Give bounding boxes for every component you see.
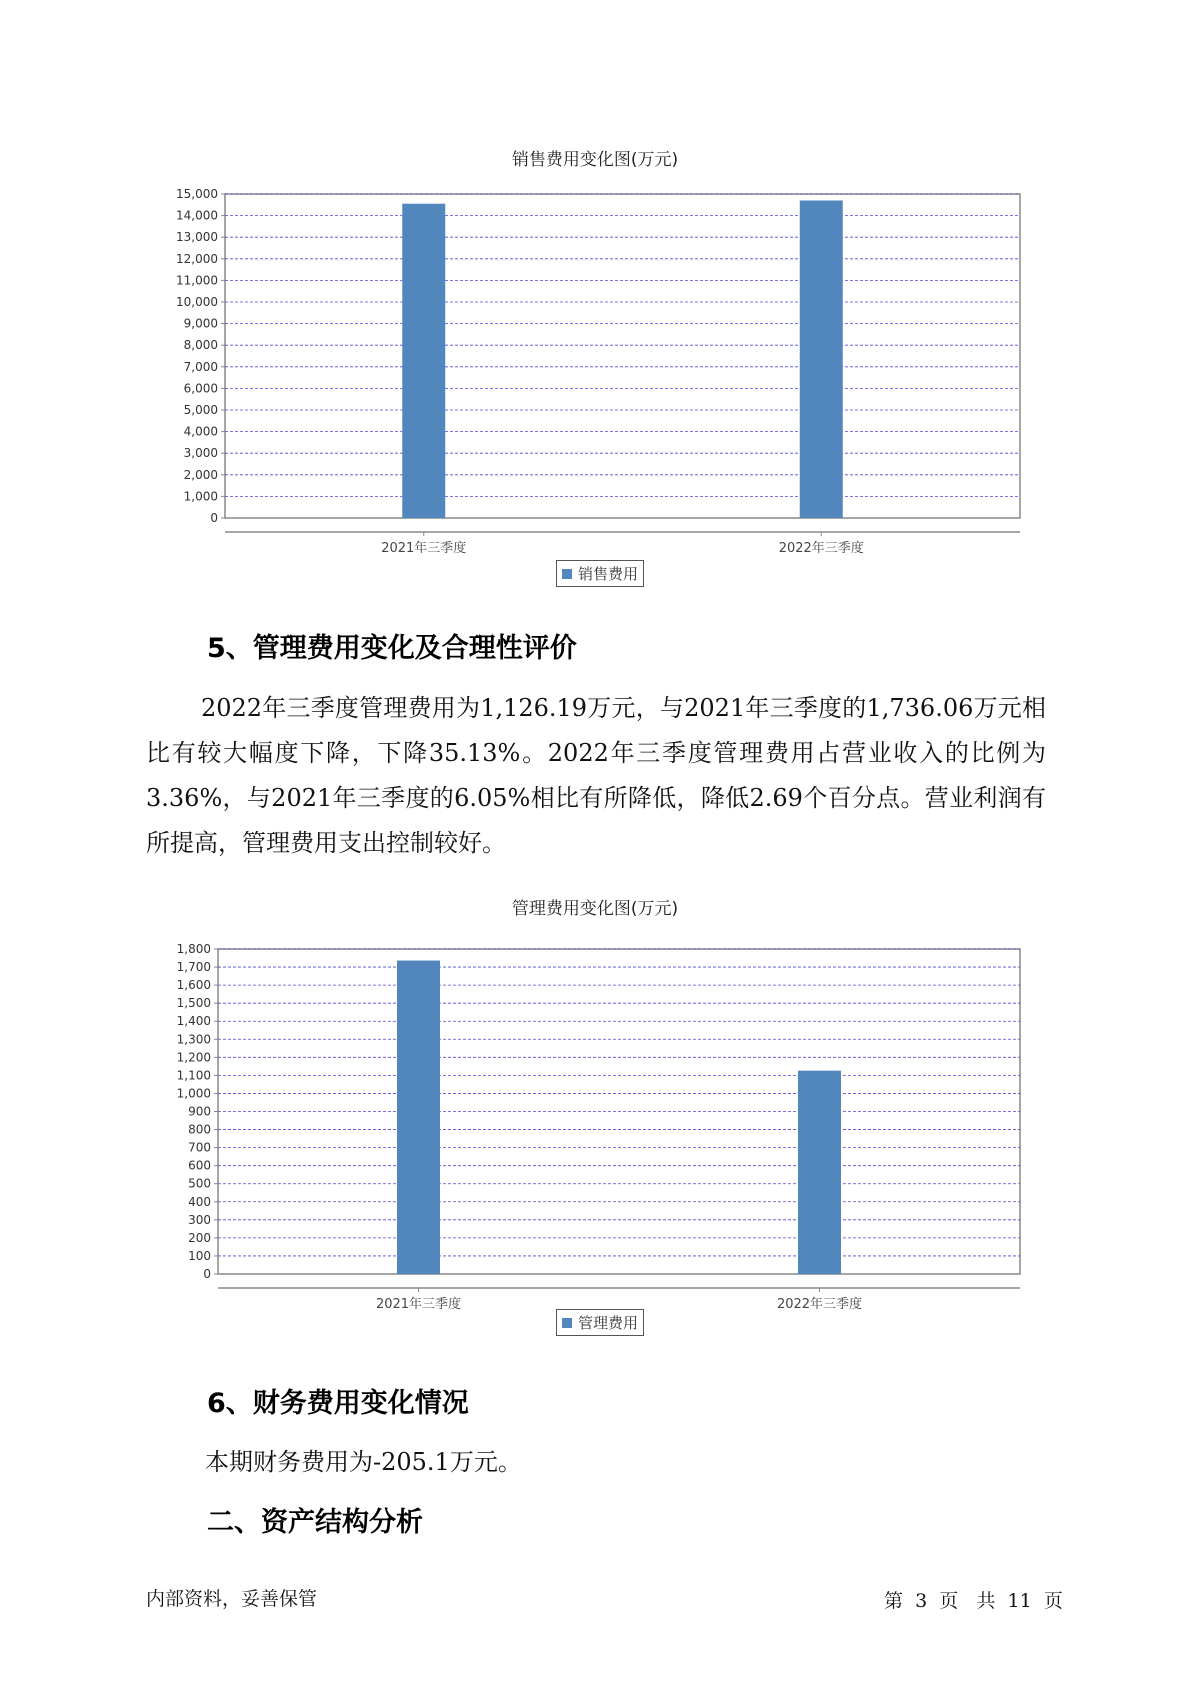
y-tick-label: 6,000 xyxy=(183,381,218,396)
y-tick-label: 400 xyxy=(188,1194,211,1209)
page-current: 3 xyxy=(915,1590,928,1612)
y-tick-label: 900 xyxy=(188,1104,211,1119)
y-tick-label: 1,700 xyxy=(176,960,211,975)
page-total: 11 xyxy=(1007,1590,1032,1612)
chart-legend xyxy=(556,1309,644,1336)
y-tick-label: 100 xyxy=(188,1248,211,1263)
sales-expense-plot xyxy=(165,140,1025,590)
section-6-heading: 6、财务费用变化情况 xyxy=(207,1388,469,1419)
page-label-pre: 第 xyxy=(884,1590,904,1612)
section-5-heading: 5、管理费用变化及合理性评价 xyxy=(207,633,577,664)
legend-swatch xyxy=(562,1318,572,1328)
x-tick-label: 2022年三季度 xyxy=(778,541,864,556)
y-tick-label: 1,300 xyxy=(176,1032,211,1047)
y-tick-label: 1,400 xyxy=(176,1014,211,1029)
y-tick-label: 200 xyxy=(188,1230,211,1245)
page-number xyxy=(884,1586,1063,1613)
y-tick-label: 1,000 xyxy=(176,1086,211,1101)
confidential-note: 内部资料，妥善保管 xyxy=(146,1588,318,1610)
chart-title: 管理费用变化图(万元) xyxy=(511,899,679,919)
y-tick-label: 300 xyxy=(188,1212,211,1227)
bar xyxy=(798,1071,841,1274)
y-tick-label: 500 xyxy=(188,1176,211,1191)
y-tick-label: 7,000 xyxy=(183,359,218,374)
y-tick-label: 1,500 xyxy=(176,996,211,1011)
total-label: 共 xyxy=(976,1590,996,1612)
section-6-text: 本期财务费用为-205.1万元。 xyxy=(205,1448,522,1476)
legend-label: 销售费用 xyxy=(578,565,639,583)
plot-area xyxy=(225,194,1020,518)
y-tick-label: 0 xyxy=(210,511,218,525)
y-tick-label: 9,000 xyxy=(183,316,218,331)
y-tick-label: 12,000 xyxy=(176,251,218,266)
legend-label: 管理费用 xyxy=(578,1314,639,1332)
y-tick-label: 1,100 xyxy=(176,1068,211,1083)
page-label-mid: 页 xyxy=(939,1590,959,1612)
y-tick-label: 14,000 xyxy=(176,208,218,223)
chart-title: 销售费用变化图(万元) xyxy=(511,150,679,170)
y-tick-label: 2,000 xyxy=(183,467,218,482)
legend-swatch xyxy=(562,569,572,579)
x-tick-label: 2022年三季度 xyxy=(776,1297,863,1312)
y-tick-label: 600 xyxy=(188,1158,211,1173)
bar xyxy=(397,961,440,1274)
y-tick-label: 1,000 xyxy=(183,489,218,504)
y-tick-label: 11,000 xyxy=(176,273,218,288)
y-tick-label: 5,000 xyxy=(183,403,218,417)
chart-legend xyxy=(556,560,644,587)
y-tick-label: 8,000 xyxy=(183,338,218,353)
y-tick-label: 1,600 xyxy=(176,978,211,993)
y-tick-label: 15,000 xyxy=(176,187,218,201)
y-tick-label: 10,000 xyxy=(176,295,218,309)
bar xyxy=(800,200,843,518)
bar xyxy=(402,204,445,518)
y-tick-label: 1,800 xyxy=(176,942,211,956)
y-tick-label: 0 xyxy=(203,1267,211,1281)
y-tick-label: 4,000 xyxy=(183,424,218,439)
admin-expense-plot xyxy=(165,890,1025,1340)
y-tick-label: 1,200 xyxy=(176,1050,211,1065)
y-tick-label: 3,000 xyxy=(183,446,218,461)
sales-expense-chart xyxy=(165,140,1025,590)
x-tick-label: 2021年三季度 xyxy=(375,1297,462,1312)
y-tick-label: 13,000 xyxy=(176,230,218,245)
section-5-paragraph: 2022年三季度管理费用为1,126.19万元，与2021年三季度的1,736.06万元相比有较大幅度下降，下降35.13%。2022年三季度管理费用占营业收入的比例为3.36%，与2021年三季度的6.05%相比有所降低，降低2.69个百分点。营业利润有所提高，管理费用支出控制较好。 xyxy=(146,694,1046,857)
admin-expense-chart xyxy=(165,890,1025,1340)
total-label-post: 页 xyxy=(1043,1590,1063,1612)
y-tick-label: 800 xyxy=(188,1122,211,1137)
x-tick-label: 2021年三季度 xyxy=(381,541,467,556)
y-tick-label: 700 xyxy=(188,1140,211,1155)
section-2-heading: 二、资产结构分析 xyxy=(207,1507,423,1538)
